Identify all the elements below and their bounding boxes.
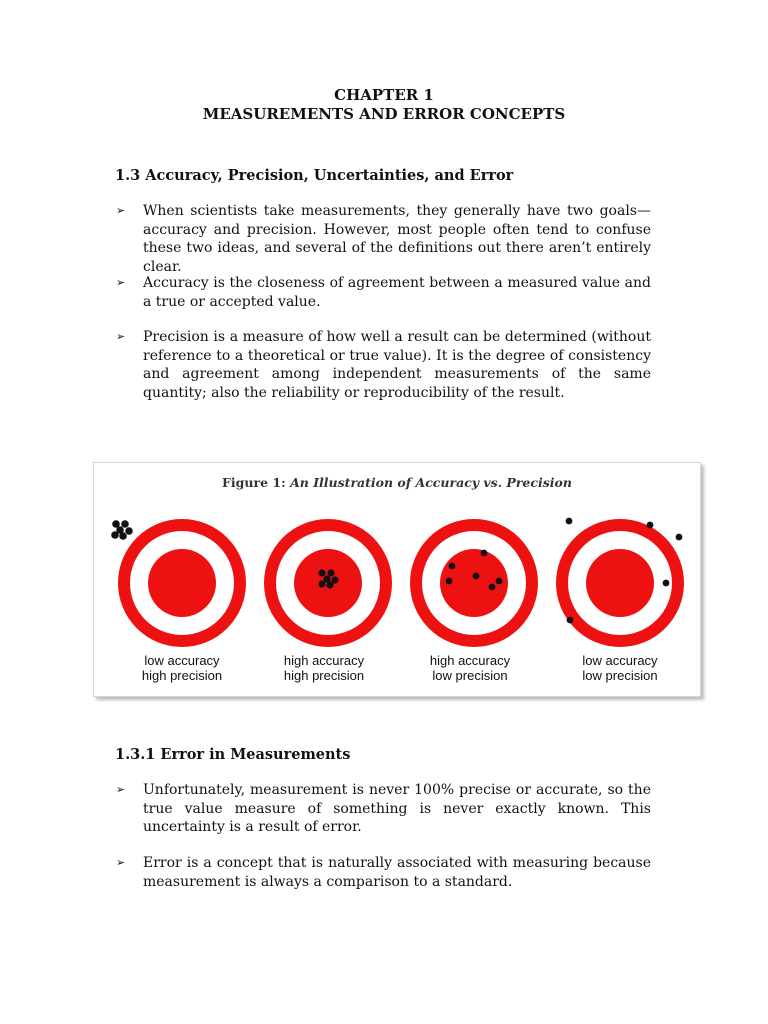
bullet-text: Precision is a measure of how well a result can be determined (without reference to a theoretical or true value). It is the degree of consistency and agreement among independent measurements of the same quantity; also the reliability or reproducibility of the result.: [143, 329, 651, 401]
caption-precision: high precision: [283, 668, 365, 683]
arrow-bullet-icon: ➢: [116, 276, 126, 289]
target-low-accuracy-low-precision: [556, 518, 684, 647]
bullet-text: Accuracy is the closeness of agreement between a measured value and a true or accepted value.: [143, 275, 651, 310]
target-caption: [550, 653, 690, 683]
target-high-accuracy-low-precision: [410, 519, 538, 647]
caption-accuracy: low accuracy: [582, 653, 658, 668]
arrow-bullet-icon: ➢: [116, 783, 126, 796]
caption-precision: low precision: [432, 668, 508, 683]
target-caption: [254, 653, 394, 683]
figure-label: Figure 1:: [222, 475, 286, 490]
target-caption: [400, 653, 540, 683]
bullet-text: Unfortunately, measurement is never 100% precise or accurate, so the true value measure of something is never exactly known. This uncertainty is a result of error.: [143, 782, 651, 835]
caption-accuracy: high accuracy: [429, 653, 511, 668]
target-caption: [112, 653, 252, 683]
bullet-item: [116, 781, 651, 837]
bullet-item: [116, 328, 651, 402]
caption-precision: low precision: [582, 668, 658, 683]
caption-accuracy: low accuracy: [144, 653, 220, 668]
bullet-text: When scientists take measurements, they generally have two goals—accuracy and precision. However, most people often tend to confuse these two ideas, and several of the definitions out there aren’t entirely clear.: [143, 203, 651, 275]
arrow-bullet-icon: ➢: [116, 856, 126, 869]
bullet-item: [116, 202, 651, 276]
target-low-accuracy-high-precision: [111, 519, 246, 647]
caption-precision: high precision: [141, 668, 223, 683]
target-high-accuracy-high-precision: [264, 519, 392, 647]
caption-accuracy: high accuracy: [283, 653, 365, 668]
figure-caption-title: An Illustration of Accuracy vs. Precision: [290, 475, 572, 490]
figure-accuracy-precision: [93, 462, 701, 697]
bullet-text: Error is a concept that is naturally associated with measuring because measurement is always a comparison to a standard.: [143, 855, 651, 890]
chapter-number: CHAPTER 1: [334, 86, 434, 104]
arrow-bullet-icon: ➢: [116, 204, 126, 217]
section-heading: 1.3.1 Error in Measurements: [115, 746, 351, 763]
chapter-title: MEASUREMENTS AND ERROR CONCEPTS: [202, 105, 566, 123]
bullet-item: [116, 274, 651, 311]
bullet-item: [116, 854, 651, 891]
arrow-bullet-icon: ➢: [116, 330, 126, 343]
section-heading: 1.3 Accuracy, Precision, Uncertainties, and Error: [115, 167, 514, 184]
